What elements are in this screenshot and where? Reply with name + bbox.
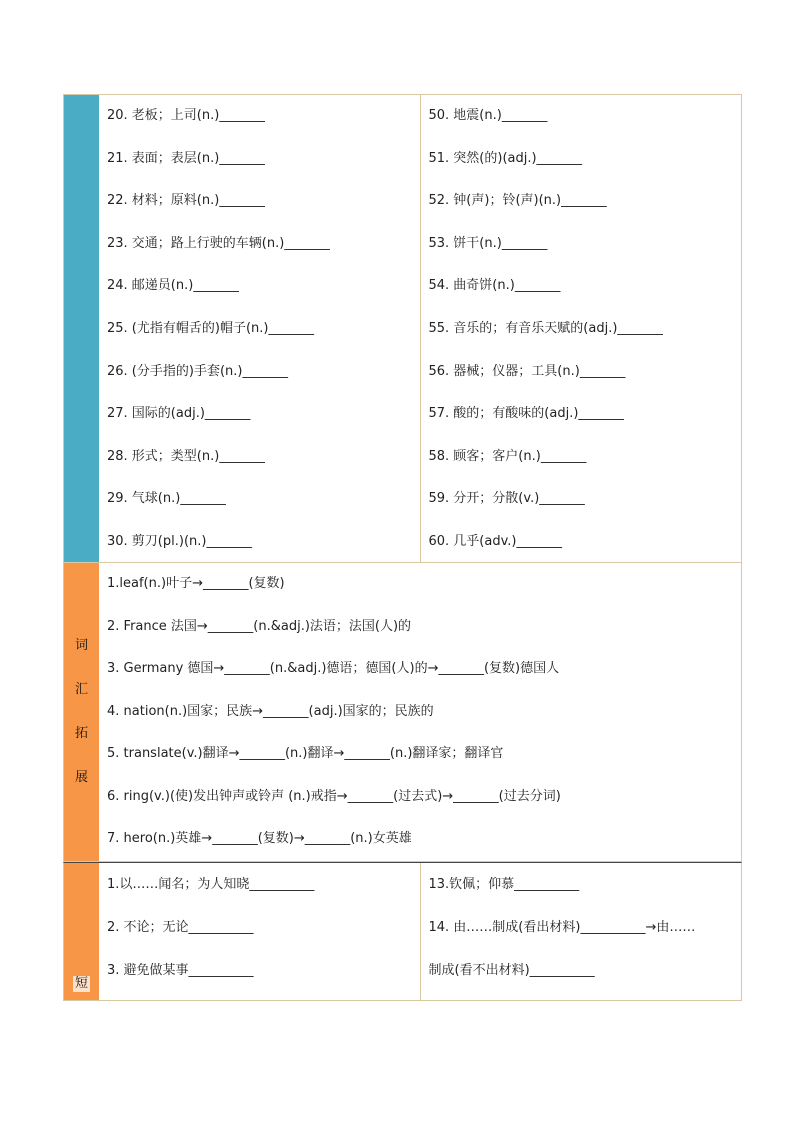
word-item: 53. 饼干(n.)_______ — [428, 235, 548, 251]
word-item: 21. 表面；表层(n.)_______ — [107, 150, 265, 166]
word-item: 55. 音乐的；有音乐天赋的(adj.)_______ — [428, 320, 663, 336]
word-item: 28. 形式；类型(n.)_______ — [107, 448, 265, 464]
expansion-item: 4. nation(n.)国家；民族→_______(adj.)国家的；民族的 — [107, 703, 434, 719]
word-item: 29. 气球(n.)_______ — [107, 491, 226, 507]
word-item: 22. 材料；原料(n.)_______ — [107, 193, 265, 209]
phrases-section — [63, 862, 742, 1001]
section-label-char: 展 — [74, 770, 88, 785]
vocab-expansion-side-bar — [64, 563, 99, 861]
section-label-char: 汇 — [74, 682, 88, 697]
word-list-body — [99, 95, 741, 562]
word-item: 52. 钟(声)；铃(声)(n.)_______ — [428, 193, 607, 209]
vocab-expansion-section — [63, 563, 742, 862]
worksheet-table — [63, 94, 742, 1001]
word-list-section — [63, 94, 742, 563]
phrases-right-column — [420, 863, 742, 1000]
expansion-item: 7. hero(n.)英雄→_______(复数)→_______(n.)女英雄 — [107, 831, 412, 846]
expansion-item: 3. Germany 德国→_______(n.&adj.)德语；德国(人)的→_______(复数)德国人 — [107, 661, 560, 676]
section-label-char: 拓 — [74, 726, 88, 741]
phrase-item: 13.钦佩；仰慕__________ — [428, 877, 580, 892]
expansion-item: 1.leaf(n.)叶子→_______(复数) — [107, 576, 285, 591]
word-item: 23. 交通；路上行驶的车辆(n.)_______ — [107, 235, 330, 251]
expansion-item: 2. France 法国→_______(n.&adj.)法语；法国(人)的 — [107, 618, 412, 634]
word-item: 24. 邮递员(n.)_______ — [107, 278, 239, 294]
word-item: 26. (分手指的)手套(n.)_______ — [107, 363, 288, 379]
word-item: 56. 器械；仪器；工具(n.)_______ — [428, 363, 626, 379]
word-item: 50. 地震(n.)_______ — [428, 108, 548, 123]
expansion-item: 5. translate(v.)翻译→_______(n.)翻译→_______(n.)翻译家；翻译官 — [107, 746, 504, 761]
section-label-char: 词 — [74, 638, 88, 653]
phrase-item: 1.以……闻名；为人知晓__________ — [107, 877, 315, 892]
phrase-item: 3. 避免做某事__________ — [107, 963, 254, 978]
word-item: 57. 酸的；有酸味的(adj.)_______ — [428, 406, 624, 422]
phrases-body — [99, 863, 741, 1000]
word-item: 20. 老板；上司(n.)_______ — [107, 108, 265, 123]
phrases-side-bar — [64, 863, 99, 1000]
phrase-item: 2. 不论；无论__________ — [107, 920, 254, 935]
word-item: 60. 几乎(adv.)_______ — [428, 533, 562, 549]
word-item: 54. 曲奇饼(n.)_______ — [428, 278, 561, 294]
word-item: 59. 分开；分散(v.)_______ — [428, 491, 585, 507]
word-item: 58. 顾客；客户(n.)_______ — [428, 448, 587, 464]
word-item: 51. 突然(的)(adj.)_______ — [428, 150, 583, 166]
phrases-left-column — [99, 863, 420, 1000]
word-item: 30. 剪刀(pl.)(n.)_______ — [107, 533, 252, 549]
phrase-item: 制成(看不出材料)__________ — [428, 963, 595, 978]
word-list-side-bar — [64, 95, 99, 562]
expansion-item: 6. ring(v.)(使)发出钟声或铃声 (n.)戒指→_______(过去式)→_______(过去分词) — [107, 788, 561, 804]
word-item: 25. (尤指有帽舌的)帽子(n.)_______ — [107, 320, 314, 336]
phrase-item: 14. 由……制成(看出材料)__________→由…… — [428, 920, 696, 935]
vocab-expansion-body — [99, 563, 741, 861]
section-label-char: 短 — [74, 976, 88, 991]
word-list-right-column — [420, 95, 742, 562]
word-list-left-column — [99, 95, 420, 562]
word-item: 27. 国际的(adj.)_______ — [107, 406, 251, 422]
